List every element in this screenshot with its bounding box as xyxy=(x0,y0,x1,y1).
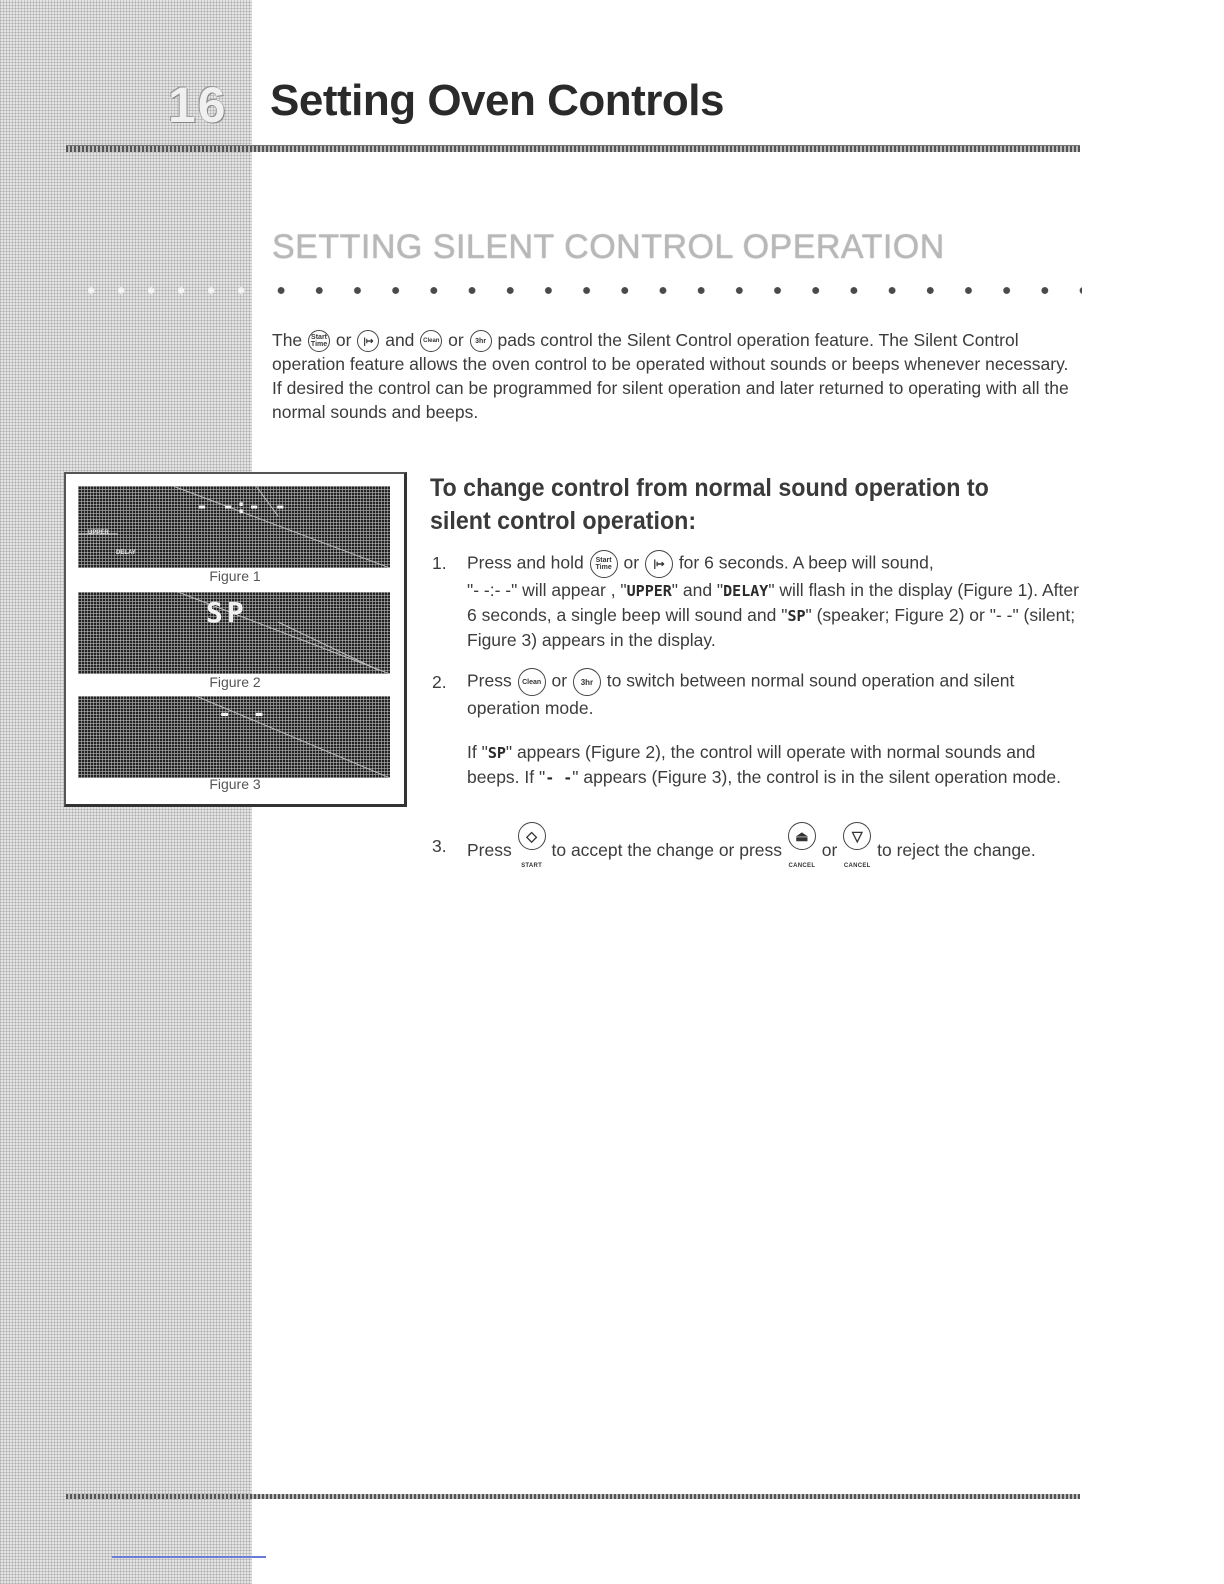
timer-pad-icon: |↦ xyxy=(357,330,379,352)
intro-text: or xyxy=(448,330,464,350)
cancel-pad-lower xyxy=(842,822,872,881)
cancel-lower-icon: ▽ xyxy=(843,822,871,850)
instructions-subheading: To change control from normal sound operation to silent control operation: xyxy=(430,474,989,535)
timer-pad-icon: |↦ xyxy=(645,550,673,578)
step-text-fragment: " will flash in the display (Figure 1). After 6 seconds, a single beep will sound and " xyxy=(467,580,1079,625)
step-text-fragment: "- -:- -" will appear , " xyxy=(467,580,627,600)
sidebar-dotted-divider xyxy=(76,286,248,295)
step-3-number: 3. xyxy=(432,836,447,856)
figure-2-caption: Figure 2 xyxy=(209,674,261,690)
figure-3-display xyxy=(78,696,390,778)
bottom-link-underline xyxy=(112,1556,266,1558)
intro-text: and xyxy=(385,330,415,350)
step-text-fragment: " appears (Figure 2), the control will operate with normal sounds and beeps. If " xyxy=(467,742,1036,787)
start-time-pad-icon: Start Time xyxy=(308,330,330,352)
section-dotted-divider xyxy=(262,286,1082,295)
3hr-pad-icon: 3hr xyxy=(470,330,492,352)
upper-keyword: UPPER xyxy=(626,582,672,600)
start-pad xyxy=(517,822,547,881)
sp-keyword: SP xyxy=(487,744,506,762)
step-text-fragment: for 6 seconds. A beep will sound, xyxy=(678,552,934,573)
step-2-number: 2. xyxy=(432,672,447,692)
dash-keyword: - - xyxy=(545,769,573,787)
step-1-number: 1. xyxy=(432,553,447,573)
figure-1-readout: - -:- - xyxy=(196,494,288,518)
start-pad-label: START xyxy=(521,863,543,869)
figure-1-caption: Figure 1 xyxy=(209,568,261,584)
step-1-text xyxy=(467,550,1079,652)
step-text-fragment: " and " xyxy=(671,580,724,600)
page-number: 16 xyxy=(168,77,228,133)
clean-pad-icon: Clean xyxy=(518,668,546,696)
cancel-pad-upper xyxy=(787,822,817,881)
step-text-fragment: If " xyxy=(467,742,488,762)
footer-divider xyxy=(66,1494,1080,1499)
figure-1-delay-label: DELAY xyxy=(116,550,136,556)
step-text-fragment: or xyxy=(821,840,838,861)
start-diamond-icon: ◇ xyxy=(518,822,546,850)
cancel-pad-label: CANCEL xyxy=(843,863,871,869)
delay-keyword: DELAY xyxy=(723,582,769,600)
start-time-pad-icon: Start Time xyxy=(590,550,618,578)
step-text-fragment: Press xyxy=(467,840,512,861)
clean-pad-icon: Clean xyxy=(420,330,442,352)
intro-text: or xyxy=(335,330,352,350)
figures-panel xyxy=(64,472,407,807)
step-text-fragment: to switch between normal sound operation and silent operation mode. xyxy=(467,670,1015,718)
step-text-fragment: to accept the change or press xyxy=(551,840,783,861)
figure-1-upper-label: UPPER xyxy=(88,530,109,536)
step-text-fragment: or xyxy=(551,670,568,691)
step-text-fragment: " appears (Figure 3), the control is in the silent operation mode. xyxy=(572,767,1061,787)
page-title: Setting Oven Controls xyxy=(270,76,724,125)
intro-paragraph xyxy=(272,328,1077,424)
cancel-upper-icon: ⏏ xyxy=(788,822,816,850)
intro-text: The xyxy=(272,330,303,350)
figure-3-readout: - - xyxy=(218,702,270,727)
sp-keyword: SP xyxy=(787,607,806,625)
step-text-fragment: Press and hold xyxy=(467,552,584,573)
step-text-fragment: or xyxy=(623,552,640,573)
header-divider xyxy=(66,145,1080,152)
cancel-pad-label: CANCEL xyxy=(788,863,816,869)
figure-3-caption: Figure 3 xyxy=(209,776,261,792)
step-2-note xyxy=(467,740,1079,790)
intro-text: pads control the Silent Control operation feature. The Silent Control operation feature allows the oven control to be operated without sounds or beeps whenever necessary. If desired the control can be programmed for silent operation and later returned to operating with all the normal sounds and beeps. xyxy=(272,330,1069,423)
step-text-fragment: to reject the change. xyxy=(877,840,1036,861)
step-2-text xyxy=(467,668,1079,720)
figure-1-display xyxy=(78,486,390,568)
3hr-pad-icon: 3hr xyxy=(573,668,601,696)
step-3-text xyxy=(467,822,1079,881)
figure-2-display xyxy=(78,592,390,674)
step-text-fragment: Press xyxy=(467,670,512,691)
figure-2-readout: SP xyxy=(206,596,248,629)
section-heading: SETTING SILENT CONTROL OPERATION xyxy=(272,228,945,266)
step-text-fragment: " (speaker; Figure 2) or "- -" (silent; Figure 3) appears in the display. xyxy=(467,605,1076,650)
